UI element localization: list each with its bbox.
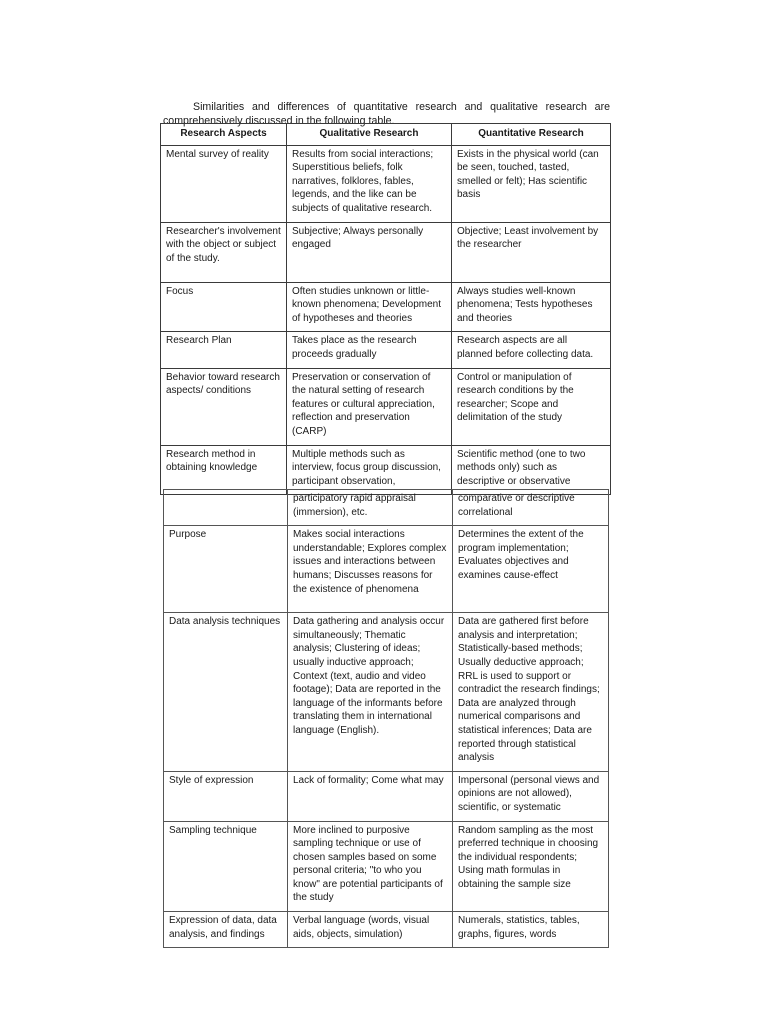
qualitative-cell: participatory rapid appraisal (immersion), etc.	[288, 490, 453, 526]
qualitative-cell: Often studies unknown or little-known phenomena; Development of hypotheses and theories	[287, 282, 452, 332]
quantitative-cell: Numerals, statistics, tables, graphs, figures, words	[453, 912, 609, 948]
qualitative-cell: Verbal language (words, visual aids, objects, simulation)	[288, 912, 453, 948]
aspect-cell: Style of expression	[164, 771, 288, 821]
table-row	[161, 282, 611, 332]
comparison-table-part-2	[163, 489, 609, 948]
table-row	[164, 490, 609, 526]
qualitative-cell: Takes place as the research proceeds gradually	[287, 332, 452, 368]
aspect-cell: Expression of data, data analysis, and findings	[164, 912, 288, 948]
quantitative-cell: Impersonal (personal views and opinions are not allowed), scientific, or systematic	[453, 771, 609, 821]
intro-paragraph: Similarities and differences of quantitative research and qualitative research are comprehensively discussed in the following table.	[163, 100, 610, 127]
qualitative-cell: Subjective; Always personally engaged	[287, 222, 452, 282]
table-row	[161, 332, 611, 368]
table-row	[164, 526, 609, 613]
table-row	[161, 445, 611, 495]
quantitative-cell: Control or manipulation of research conditions by the researcher; Scope and delimitation of the study	[452, 368, 611, 445]
table-row	[161, 368, 611, 445]
table-header-row	[161, 124, 611, 146]
qualitative-cell: Multiple methods such as interview, focus group discussion, participant observation,	[287, 445, 452, 495]
quantitative-cell: Research aspects are all planned before collecting data.	[452, 332, 611, 368]
quantitative-cell: comparative or descriptive correlational	[453, 490, 609, 526]
quantitative-cell: Always studies well-known phenomena; Tests hypotheses and theories	[452, 282, 611, 332]
aspect-cell: Purpose	[164, 526, 288, 613]
aspect-cell: Research Plan	[161, 332, 287, 368]
qualitative-cell: More inclined to purposive sampling technique or use of chosen samples based on some personal criteria; "to who you know" are potential participants of the study	[288, 821, 453, 912]
table-row	[161, 145, 611, 222]
qualitative-cell: Lack of formality; Come what may	[288, 771, 453, 821]
table-row	[161, 222, 611, 282]
aspect-cell: Behavior toward research aspects/ conditions	[161, 368, 287, 445]
quantitative-cell: Objective; Least involvement by the researcher	[452, 222, 611, 282]
quantitative-cell: Data are gathered first before analysis and interpretation; Statistically-based methods; Usually deductive approach; RRL is used to support or contradict the research findings; Data are analyzed through numerical comparisons and statistical inferences; Data are reported through statistical analysis	[453, 613, 609, 772]
header-qualitative: Qualitative Research	[287, 124, 452, 146]
aspect-cell: Sampling technique	[164, 821, 288, 912]
qualitative-cell: Results from social interactions; Superstitious beliefs, folk narratives, folklores, fables, legends, and the like can be subjects of qualitative research.	[287, 145, 452, 222]
header-research-aspects: Research Aspects	[161, 124, 287, 146]
table-row	[164, 613, 609, 772]
quantitative-cell: Exists in the physical world (can be seen, touched, tasted, smelled or felt); Has scientific basis	[452, 145, 611, 222]
qualitative-cell: Makes social interactions understandable; Explores complex issues and interactions between humans; Discusses reasons for the existence of phenomena	[288, 526, 453, 613]
table-row	[164, 821, 609, 912]
table-row	[164, 771, 609, 821]
aspect-cell: Researcher's involvement with the object or subject of the study.	[161, 222, 287, 282]
aspect-cell	[164, 490, 288, 526]
qualitative-cell: Data gathering and analysis occur simultaneously; Thematic analysis; Clustering of ideas; usually inductive approach; Context (text, audio and video footage); Data are reported in the language of the informants before translating them in international language (English).	[288, 613, 453, 772]
quantitative-cell: Determines the extent of the program implementation; Evaluates objectives and examines cause-effect	[453, 526, 609, 613]
qualitative-cell: Preservation or conservation of the natural setting of research features or cultural appreciation, reflection and preservation (CARP)	[287, 368, 452, 445]
comparison-table-part-1	[160, 123, 611, 495]
aspect-cell: Focus	[161, 282, 287, 332]
aspect-cell: Mental survey of reality	[161, 145, 287, 222]
table-row	[164, 912, 609, 948]
quantitative-cell: Random sampling as the most preferred technique in choosing the individual respondents; Using math formulas in obtaining the sample size	[453, 821, 609, 912]
header-quantitative: Quantitative Research	[452, 124, 611, 146]
aspect-cell: Research method in obtaining knowledge	[161, 445, 287, 495]
aspect-cell: Data analysis techniques	[164, 613, 288, 772]
quantitative-cell: Scientific method (one to two methods only) such as descriptive or observative	[452, 445, 611, 495]
